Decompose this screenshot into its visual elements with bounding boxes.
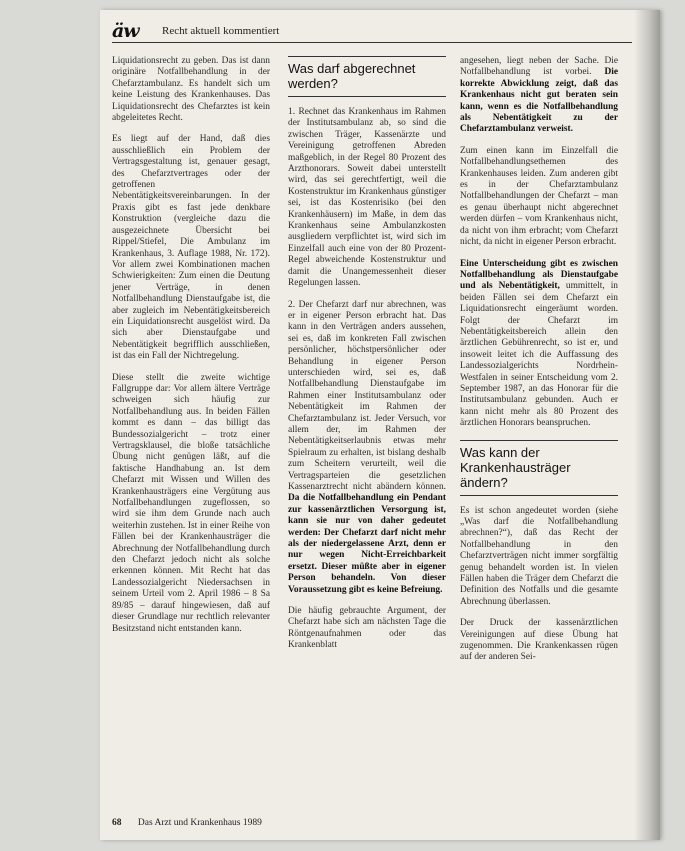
paragraph: Diese stellt die zweite wichtige Fallgruppe dar: Vor allem ältere Verträge schweigen sich häufig zur Notfallbehandlung aus. In beiden Fällen kommt es dann – das billigt das Bundessozialgericht – trotz einer Vertragsklausel, die bloße tatsächliche Übung nicht genügen läßt, auf die faktische Handhabung an. Ist dem Chefarzt mit Wissen und Willen des Krankenhausträgers eine Vergütung aus Notfallbehandlungen zugeflossen, so wird sie ihm dem Grunde nach auch weiterhin zustehen. Ist in einer Reihe von Fällen bei der Krankenhausträger die Abrechnung der Notfallbehandlung durch den Chefarzt jedoch nicht als solche erkennen können. Mit Recht hat das Landessozialgericht Niedersachsen in seinem Urteil vom 2. April 1986 – 8 Sa 89/85 – darauf hingewiesen, daß auf dieser Grundlage nur rechtlich relevanter Besitzstand nicht entstanden kann. — [112, 372, 270, 634]
paragraph — [288, 300, 446, 597]
page-number: 68 — [112, 818, 122, 828]
emphasis-text: Die korrekte Abwicklung zeigt, daß das Krankenhaus nicht gut beraten sein kann, wenn es die Notfallbehandlung als Nebentätigkeit zu der Chefarztambulanz verweist. — [460, 67, 618, 135]
paragraph — [460, 259, 618, 430]
paragraph: Liquidationsrecht zu geben. Das ist dann originäre Notfallbehandlung in der Chefarztambulanz. Es handelt sich um keine Leistung des Krankenhauses. Das Liquidationsrecht des Chefarztes ist kein abgeleitetes Recht. — [112, 56, 270, 124]
paragraph: Der Druck der kassenärztlichen Vereinigungen auf diese Übung hat zugenommen. Die Krankenkassen rügen auf der anderen Sei- — [460, 618, 618, 663]
journal-name: Das Arzt und Krankenhaus 1989 — [137, 818, 262, 828]
column-1 — [112, 56, 270, 645]
paragraph: Es liegt auf der Hand, daß dies ausschließlich ein Problem der Vertragsgestaltung ist, genauer gesagt, des Chefarztvertrages oder der getroffenen Nebentätigkeitsvereinbarungen. In der Praxis gibt es fast jede denkbare Konstruktion (vergleiche dazu die ausgezeichnete Übersicht bei Rippel/Stiefel, Die Ambulanz im Krankenhaus, 3. Auflage 1988, Nr. 172). Vor allem zwei Kombinationen machen Schwierigkeiten: Zum einen die Deutung jener Verträge, in denen Notfallbehandlung Dienstaufgabe ist, die aber zugleich im Nebentätigkeitsbereich ein Liquidationsrecht ausgelöst wird. Da sich aber Dienstaufgabe und Nebentätigkeit begrifflich ausschließen, ist das ein Fall der Nichtregelung. — [112, 134, 270, 362]
paragraph: Die häufig gebrauchte Argument, der Chefarzt habe sich am nächsten Tage die Röntgenaufnahmen oder das Krankenblatt — [288, 606, 446, 651]
document-page — [100, 10, 660, 840]
paragraph: Es ist schon angedeutet worden (siehe „Was darf die Notfallbehandlung abrechnen?“), daß das Recht der Notfallbehandlung in den Chefarztverträgen nicht immer sorgfältig genug behandelt worden ist. In vielen Fällen haben die Träger dem Chefarzt die Definition des Notfalls und die gesamte Abrechnung überlassen. — [460, 505, 618, 607]
section-title: Recht aktuell kommentiert — [162, 25, 280, 37]
paragraph — [460, 56, 618, 136]
paragraph: 1. Rechnet das Krankenhaus im Rahmen der Institutsambulanz ab, so sind die zwischen Träger, Kassenärzte und Vereinigung getroffenen Abreden maßgeblich, in der Regel 80 Prozent des Arzthonorars. Soweit dabei unterstellt wird, das sei gerechtfertigt, weil die Kostenstruktur im Krankenhaus günstiger sei, ist das Kostenrisiko (bei den Krankenhäusern) im Maße, in dem das Krankenhaus seine Ambulanzkosten ausgliedern verpflichtet ist, wird sich im Einzelfall auch eine von der 80 Prozent-Regel abweichende Kostenstruktur und damit die Unangemessenheit dieser Regelungen lassen. — [288, 107, 446, 289]
column-3 — [460, 56, 618, 674]
page-header — [112, 20, 632, 43]
paragraph-text: ummittelt, in beiden Fällen sei dem Chefarzt ein Liquidationsrecht eingeräumt worden. Folgt der Chefarzt im Nebentätigkeitsbereich allein den ärztlichen Gebührenrecht, so ist er, und insoweit leitet ich die Auffassung des Landessozialgerichts Nordrhein-Westfalen in seiner Entscheidung vom 2. September 1987, an das Honorar für die Institutsambulanz gebunden. Auch er kann nicht mehr als 80 Prozent des ärztlichen Honorars beanspruchen. — [460, 281, 618, 429]
subheading: Was darf abgerechnet werden? — [288, 56, 446, 97]
emphasis-text: Da die Notfallbehandlung ein Pendant zur kassenärztlichen Versorgung ist, kann sie nur von daher gedeutet werden: Der Chefarzt darf nicht mehr als der niedergelassene Arzt, denn er nur wegen Nicht-Erreichbarkeit ersetzt. Dieser müßte aber in eigener Person behandeln. Von dieser Voraussetzung gibt es keine Befreiung. — [288, 493, 446, 595]
paragraph-text: angesehen, liegt neben der Sache. Die Notfallbehandlung ist vorbei. — [460, 56, 618, 78]
paragraph-text: 2. Der Chefarzt darf nur abrechnen, was er in eigener Person erbracht hat. Das kann in den Verträgen anders aussehen, sei es, daß im konkreten Fall zwischen persönlicher, höchstpersönlicher oder Behandlung in eigener Person unterschieden wird, sei es, daß Notfallbehandlung Dienstaufgabe im Rahmen einer Institutsambulanz oder Nebentätigkeit im Rahmen der Chefarztambulanz ist. Jeder Versuch, vor allem der, im Rahmen der Nebentätigkeitserlaubnis etwas mehr Spielraum zu erhalten, ist bislang deshalb zum Scheitern verurteilt, weil die Vertragsparteien die gesetzlichen Kassenarztrecht nicht abändern können. — [288, 299, 446, 492]
journal-logo: äw — [112, 20, 139, 42]
subheading: Was kann der Krankenhausträger ändern? — [460, 440, 618, 496]
page-curl-shadow — [634, 10, 660, 840]
column-2 — [288, 56, 446, 662]
page-footer — [112, 818, 262, 828]
paragraph: Zum einen kann im Einzelfall die Notfallbehandlungsethemen des Krankenhauses leiden. Zum anderen gibt es in der Chefarztambulanz Notfallbehandlungen der Chefarzt – man es genau überhaupt nicht abgerechnet werden dürfen – vom Krankenhaus nicht, da nicht von ihm erbracht; vom Chefarzt nicht, da nicht in eigener Person erbracht. — [460, 145, 618, 248]
emphasis-text: Eine Unterscheidung gibt es zwischen Notfallbehandlung als Dienstaufgabe und als Nebentätigkeit, — [460, 258, 618, 292]
